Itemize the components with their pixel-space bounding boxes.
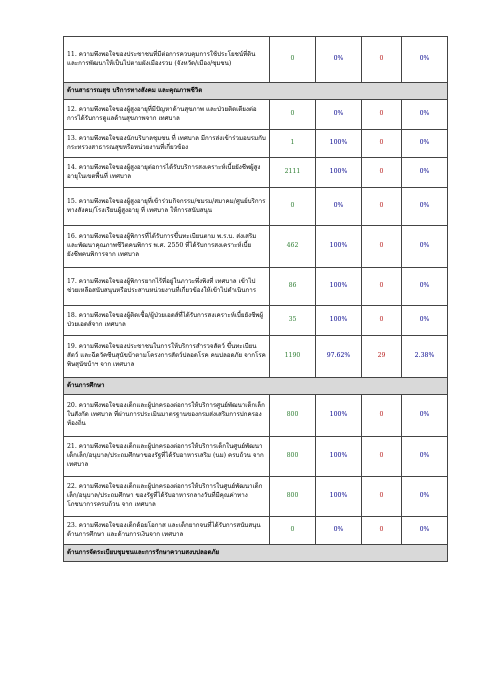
- table-row: [64, 226, 448, 268]
- table-row: [64, 336, 448, 378]
- unsatisfied-percent: 0%: [402, 437, 448, 477]
- table-row: [64, 188, 448, 226]
- unsatisfied-percent: 0%: [402, 188, 448, 226]
- satisfied-percent: 100%: [316, 477, 362, 517]
- unsatisfied-percent: 0%: [402, 158, 448, 188]
- unsatisfied-count: 29: [362, 336, 402, 378]
- unsatisfied-count: 0: [362, 477, 402, 517]
- unsatisfied-percent: 0%: [402, 517, 448, 545]
- satisfied-percent: 0%: [316, 100, 362, 130]
- satisfied-percent: 100%: [316, 158, 362, 188]
- unsatisfied-percent: 2.38%: [402, 336, 448, 378]
- unsatisfied-percent: 0%: [402, 37, 448, 83]
- section-header-row: [64, 545, 448, 562]
- satisfied-count: 462: [270, 226, 316, 268]
- section-title: ด้านสาธารณสุข บริการทางสังคม และคุณภาพชีวิต: [64, 83, 448, 100]
- table-row: [64, 268, 448, 306]
- table-row: [64, 130, 448, 158]
- unsatisfied-count: 0: [362, 437, 402, 477]
- unsatisfied-count: 0: [362, 306, 402, 336]
- satisfied-count: 0: [270, 188, 316, 226]
- satisfied-count: 1190: [270, 336, 316, 378]
- section-title: ด้านการจัดระเบียบชุมชนและการรักษาความสงบปลอดภัย: [64, 545, 448, 562]
- table-row: [64, 517, 448, 545]
- satisfied-count: 0: [270, 517, 316, 545]
- satisfied-percent: 100%: [316, 130, 362, 158]
- satisfied-percent: 100%: [316, 226, 362, 268]
- unsatisfied-percent: 0%: [402, 226, 448, 268]
- table-body: [64, 37, 448, 562]
- satisfied-count: 800: [270, 395, 316, 437]
- satisfied-percent: 97.62%: [316, 336, 362, 378]
- satisfied-percent: 0%: [316, 37, 362, 83]
- table-row: [64, 158, 448, 188]
- satisfaction-table: [63, 36, 448, 562]
- satisfied-percent: 0%: [316, 188, 362, 226]
- item-description: 17. ความพึงพอใจของผู้พิการยากไร้ที่อยู่ในภาวะพึ่งพิงที่ เทศบาล เข้าไปช่วยเหลือสนับสนุนหรือประสานหน่วยงานที่เกี่ยวข้องให้เข้าไปดำเนินการ: [64, 268, 270, 306]
- section-title: ด้านการศึกษา: [64, 378, 448, 395]
- unsatisfied-count: 0: [362, 395, 402, 437]
- unsatisfied-percent: 0%: [402, 477, 448, 517]
- unsatisfied-percent: 0%: [402, 268, 448, 306]
- unsatisfied-percent: 0%: [402, 130, 448, 158]
- unsatisfied-count: 0: [362, 100, 402, 130]
- item-description: 21. ความพึงพอใจของเด็กและผู้ปกครองต่อการให้บริการเด็กในศูนย์พัฒนาเด็กเล็ก/อนุบาล/ประถมศึกษาของรัฐที่ได้รับอาหารเสริม (นม) ครบถ้วน จาก เทศบาล: [64, 437, 270, 477]
- table-row: [64, 37, 448, 83]
- unsatisfied-count: 0: [362, 226, 402, 268]
- satisfied-count: 86: [270, 268, 316, 306]
- satisfied-percent: 100%: [316, 395, 362, 437]
- table-row: [64, 437, 448, 477]
- item-description: 11. ความพึงพอใจของประชาชนที่มีต่อการควบคุมการใช้ประโยชน์ที่ดินและการพัฒนาให้เป็นไปตามผังเมืองรวม (จังหวัด/เมือง/ชุมชน): [64, 37, 270, 83]
- unsatisfied-count: 0: [362, 130, 402, 158]
- unsatisfied-count: 0: [362, 268, 402, 306]
- unsatisfied-percent: 0%: [402, 100, 448, 130]
- table-row: [64, 100, 448, 130]
- item-description: 14. ความพึงพอใจของผู้สูงอายุต่อการได้รับบริการสงเคราะห์เบี้ยยังชีพผู้สูงอายุในเขตพื้นที่ เทศบาล: [64, 158, 270, 188]
- satisfied-percent: 0%: [316, 517, 362, 545]
- item-description: 19. ความพึงพอใจของประชาชนในการให้บริการสำรวจสัตว์ ขึ้นทะเบียนสัตว์ และฉีดวัคซีนสุนัขบ้าตามโครงการสัตว์ปลอดโรค คนปลอดภัย จากโรคพิษสุนัขบ้าฯ จาก เทศบาล: [64, 336, 270, 378]
- satisfied-count: 2111: [270, 158, 316, 188]
- section-header-row: [64, 378, 448, 395]
- satisfied-percent: 100%: [316, 268, 362, 306]
- satisfied-count: 800: [270, 477, 316, 517]
- unsatisfied-count: 0: [362, 517, 402, 545]
- satisfied-percent: 100%: [316, 306, 362, 336]
- item-description: 13. ความพึงพอใจของนักบริบาลชุมชน ที่ เทศบาล มีการส่งเข้าร่วมอบรมกับกระทรวงสาธารณสุขหรือหน่วยงานที่เกี่ยวข้อง: [64, 130, 270, 158]
- satisfied-count: 0: [270, 100, 316, 130]
- unsatisfied-percent: 0%: [402, 395, 448, 437]
- unsatisfied-percent: 0%: [402, 306, 448, 336]
- table-row: [64, 477, 448, 517]
- section-header-row: [64, 83, 448, 100]
- satisfied-percent: 100%: [316, 437, 362, 477]
- table-row: [64, 395, 448, 437]
- satisfied-count: 1: [270, 130, 316, 158]
- item-description: 18. ความพึงพอใจของผู้ติดเชื้อ/ผู้ป่วยเอดส์ที่ได้รับการสงเคราะห์เบี้ยยังชีพผู้ป่วยเอดส์จาก เทศบาล: [64, 306, 270, 336]
- table-row: [64, 306, 448, 336]
- unsatisfied-count: 0: [362, 188, 402, 226]
- item-description: 12. ความพึงพอใจของผู้สูงอายุที่มีปัญหาด้านสุขภาพ และป่วยติดเตียงต่อการได้รับการดูแลด้านสุขภาพจาก เทศบาล: [64, 100, 270, 130]
- item-description: 20. ความพึงพอใจของเด็กและผู้ปกครองต่อการให้บริการศูนย์พัฒนาเด็กเล็กในสังกัด เทศบาล ที่ผ่านการประเมินมาตรฐานของกรมส่งเสริมการปกครองท้องถิ่น: [64, 395, 270, 437]
- item-description: 22. ความพึงพอใจของเด็กและผู้ปกครองต่อการให้บริการในศูนย์พัฒนาเด็กเล็ก/อนุบาล/ประถมศึกษา ของรัฐที่ได้รับอาหารกลางวันที่มีคุณค่าทางโภชนาการครบถ้วน จาก เทศบาล: [64, 477, 270, 517]
- item-description: 23. ความพึงพอใจของเด็กด้อยโอกาส และเด็กยากจนที่ได้รับการสนับสนุนด้านการศึกษา และด้านการเงินจาก เทศบาล: [64, 517, 270, 545]
- item-description: 15. ความพึงพอใจของผู้สูงอายุที่เข้าร่วมกิจกรรม/ชมรม/สมาคม/ศูนย์บริการทางสังคม/โรงเรียนผู้สูงอายุ ที่ เทศบาล ให้การสนับสนุน: [64, 188, 270, 226]
- satisfied-count: 35: [270, 306, 316, 336]
- satisfied-count: 800: [270, 437, 316, 477]
- unsatisfied-count: 0: [362, 158, 402, 188]
- item-description: 16. ความพึงพอใจของผู้พิการที่ได้รับการขึ้นทะเบียนตาม พ.ร.บ. ส่งเสริมและพัฒนาคุณภาพชีวิตคนพิการ พ.ศ. 2550 ที่ได้รับการสงเคราะห์เบี้ยยังชีพคนพิการจาก เทศบาล: [64, 226, 270, 268]
- satisfied-count: 0: [270, 37, 316, 83]
- unsatisfied-count: 0: [362, 37, 402, 83]
